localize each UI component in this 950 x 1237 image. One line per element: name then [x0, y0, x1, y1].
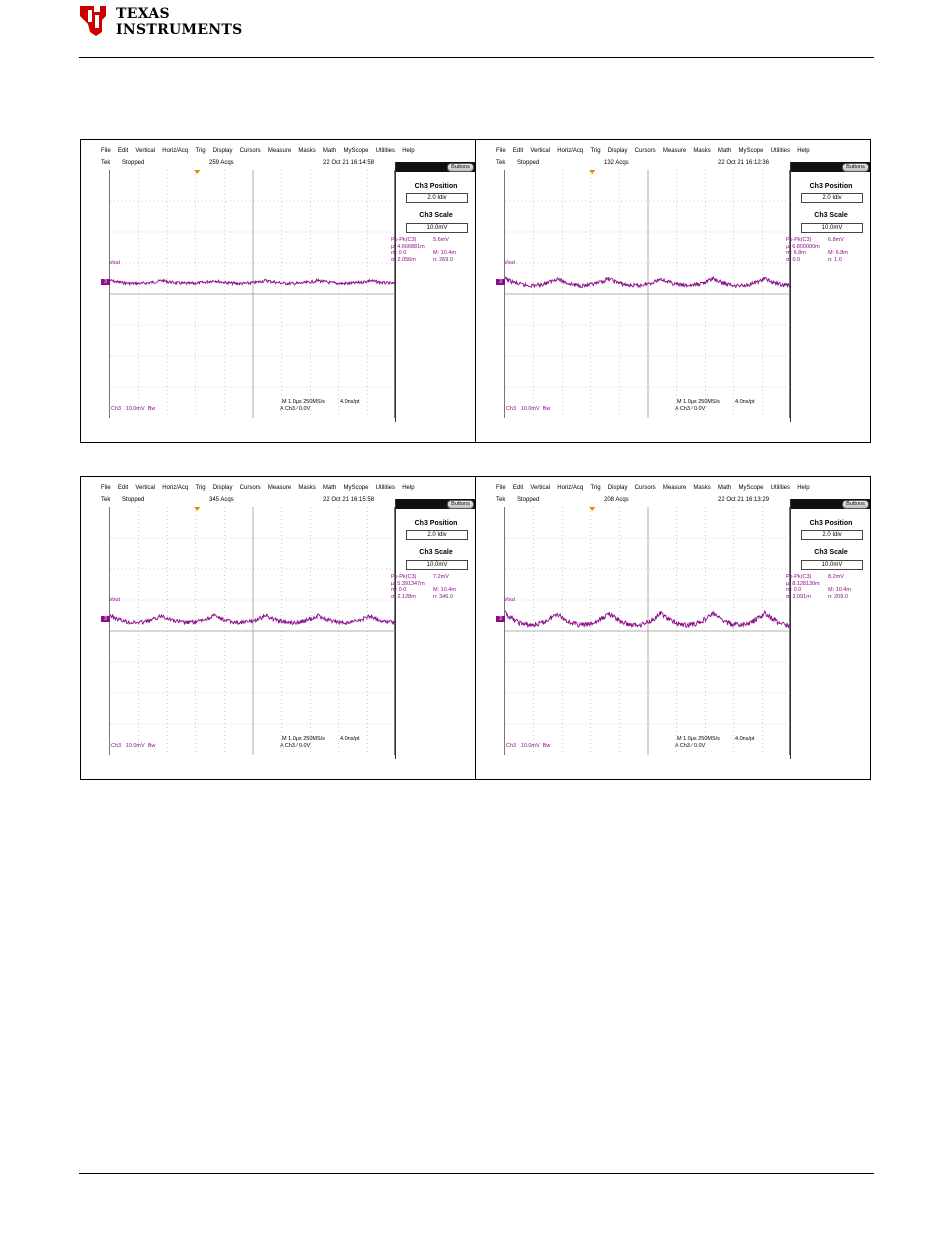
menu-item[interactable]: Trig — [195, 485, 206, 491]
channel-readout — [506, 406, 550, 412]
buttons-toggle-button[interactable]: Buttons — [842, 500, 869, 509]
menu-item[interactable]: Measure — [662, 485, 687, 491]
waveform-svg — [110, 170, 396, 418]
channel-name: Ch3 — [506, 743, 517, 749]
run-state: Stopped — [517, 497, 540, 503]
menu-item[interactable]: Math — [322, 485, 337, 491]
meas-count: n: 1.0 — [828, 256, 842, 263]
measurement-readout — [391, 237, 476, 263]
menu-item[interactable]: File — [101, 485, 111, 491]
sample-interval: 4.0ns/pt — [735, 736, 755, 742]
waveform-display — [504, 507, 790, 755]
scope-menubar — [101, 148, 422, 158]
channel-scale: 10.0mV — [125, 406, 145, 412]
trigger-position-icon — [194, 507, 200, 511]
meas-stddev: σ: 2.128m — [391, 593, 416, 600]
buttons-toggle-button[interactable]: Buttons — [447, 500, 474, 509]
trigger-readout — [280, 743, 310, 749]
menu-item[interactable]: Math — [717, 148, 732, 154]
meas-count: n: 209.0 — [828, 593, 848, 600]
meas-value: 7.2mV — [433, 574, 449, 580]
run-state: Stopped — [122, 160, 145, 166]
trigger-setting: Ch3 ⁄ 0.0V — [679, 743, 706, 749]
horizontal-readout: M 1.0μs 250MS/s — [677, 399, 720, 405]
meas-min: m: 0.0 — [391, 587, 407, 593]
menu-item[interactable]: Display — [607, 485, 628, 491]
meas-value: 8.2mV — [828, 574, 844, 580]
scope-screenshot — [80, 476, 476, 780]
horizontal-readout: M 1.0μs 250MS/s — [282, 399, 325, 405]
trigger-a: A — [280, 406, 284, 412]
waveform-display — [504, 170, 790, 418]
ch3-scale-value[interactable]: 10.0mV — [406, 560, 468, 570]
menu-item[interactable]: Display — [212, 485, 233, 491]
ch3-position-label: Ch3 Position — [809, 520, 853, 527]
ch3-scale-label: Ch3 Scale — [814, 212, 848, 219]
menu-item[interactable]: Trig — [590, 148, 601, 154]
meas-label: Pk-Pk(C3) — [786, 237, 812, 243]
buttons-toggle-button[interactable]: Buttons — [842, 163, 869, 172]
menu-item[interactable]: Vertical — [135, 148, 156, 154]
menu-item[interactable]: Edit — [512, 485, 524, 491]
menu-item[interactable]: File — [496, 148, 506, 154]
scope-readout-footer — [504, 399, 794, 426]
sample-interval: 4.0ns/pt — [735, 399, 755, 405]
menu-item[interactable]: MyScope — [738, 148, 764, 154]
menu-item[interactable]: Display — [607, 148, 628, 154]
scope-screenshot — [475, 139, 871, 443]
menu-item[interactable]: Help — [797, 485, 810, 491]
trace-label: Vout — [109, 597, 121, 603]
channel-readout — [111, 406, 155, 412]
channel-ground-marker: 3 — [496, 616, 505, 622]
tek-label: Tek — [496, 497, 506, 503]
trigger-setting: Ch3 ⁄ 0.0V — [284, 406, 311, 412]
timestamp: 22 Oct 21 16:15:58 — [323, 497, 375, 503]
scope-readout-footer — [504, 736, 794, 763]
menu-item[interactable]: Math — [322, 148, 337, 154]
scope-readout-footer — [109, 399, 399, 426]
meas-max: M: 10.4m — [433, 250, 456, 256]
channel-scale: 10.0mV — [125, 743, 145, 749]
meas-count: n: 346.0 — [433, 593, 453, 600]
menu-item[interactable]: Cursors — [239, 485, 261, 491]
side-menu — [391, 162, 475, 422]
timestamp: 22 Oct 21 16:12:36 — [718, 160, 770, 166]
ch3-position-value[interactable]: 2.0 Idiv — [406, 530, 468, 540]
menu-item[interactable]: Utilities — [375, 485, 395, 491]
menu-item[interactable]: Measure — [267, 485, 292, 491]
ch3-scale-value[interactable]: 10.0mV — [801, 223, 863, 233]
menu-item[interactable]: MyScope — [343, 485, 369, 491]
acquisition-count: 259 Acqs — [209, 160, 234, 166]
menu-item[interactable]: Edit — [512, 148, 524, 154]
ch3-scale-value[interactable]: 10.0mV — [406, 223, 468, 233]
scope-menubar — [496, 485, 817, 495]
menu-item[interactable]: Cursors — [239, 148, 261, 154]
scope-screenshot — [80, 139, 476, 443]
menu-item[interactable]: Display — [212, 148, 233, 154]
timestamp: 22 Oct 21 16:14:58 — [323, 160, 375, 166]
menu-item[interactable]: Horiz/Acq — [557, 148, 584, 154]
menu-item[interactable]: Cursors — [634, 148, 656, 154]
ch3-position-label: Ch3 Position — [414, 183, 458, 190]
meas-stddev: σ: 3.091m — [786, 593, 811, 600]
measurement-readout — [391, 574, 476, 600]
ch3-position-label: Ch3 Position — [809, 183, 853, 190]
waveform-display — [109, 507, 395, 755]
menu-item[interactable]: Masks — [693, 148, 711, 154]
waveform-svg — [505, 507, 791, 755]
ti-logo — [76, 0, 246, 44]
trace-label: Vout — [109, 260, 121, 266]
trigger-position-icon — [194, 170, 200, 174]
meas-max: M: 10.4m — [828, 587, 851, 593]
channel-readout — [111, 743, 155, 749]
measurement-readout — [786, 574, 871, 600]
ti-wordmark-line2: INSTRUMENTS — [116, 22, 243, 38]
trigger-a: A — [675, 743, 679, 749]
ti-wordmark — [116, 6, 243, 38]
menu-item[interactable]: Trig — [195, 148, 206, 154]
trigger-readout — [280, 406, 310, 412]
trigger-setting: Ch3 ⁄ 0.0V — [284, 743, 311, 749]
channel-name: Ch3 — [506, 406, 517, 412]
menu-item[interactable]: Trig — [590, 485, 601, 491]
scope-menubar — [496, 148, 817, 158]
menu-item[interactable]: Help — [797, 148, 810, 154]
channel-ground-marker: 3 — [101, 616, 110, 622]
trigger-a: A — [280, 743, 284, 749]
timestamp: 22 Oct 21 16:13:29 — [718, 497, 770, 503]
trigger-readout — [675, 406, 705, 412]
bandwidth-limit: Bw — [147, 406, 156, 412]
meas-mean: μ: 6.800000m — [786, 243, 820, 250]
ch3-scale-label: Ch3 Scale — [814, 549, 848, 556]
measurement-readout — [786, 237, 871, 263]
meas-count: n: 269.0 — [433, 256, 453, 263]
meas-label: Pk-Pk(C3) — [391, 574, 417, 580]
waveform-svg — [110, 507, 396, 755]
meas-max: M: 10.4m — [433, 587, 456, 593]
menu-item[interactable]: Horiz/Acq — [557, 485, 584, 491]
meas-value: 6.8mV — [828, 237, 844, 243]
ch3-position-value[interactable]: 2.0 Idiv — [406, 193, 468, 203]
meas-stddev: σ: 2.056m — [391, 256, 416, 263]
channel-scale: 10.0mV — [520, 743, 540, 749]
menu-item[interactable]: Horiz/Acq — [162, 485, 189, 491]
channel-readout — [506, 743, 550, 749]
bandwidth-limit: Bw — [542, 406, 551, 412]
ti-wordmark-line1: TEXAS — [116, 6, 170, 22]
channel-ground-marker: 3 — [101, 279, 110, 285]
channel-scale: 10.0mV — [520, 406, 540, 412]
meas-mean: μ: 8.128130m — [786, 580, 820, 587]
menu-item[interactable]: MyScope — [738, 485, 764, 491]
horizontal-readout: M 1.0μs 250MS/s — [677, 736, 720, 742]
trace-label: Vout — [504, 597, 516, 603]
scope-readout-footer — [109, 736, 399, 763]
ch3-position-value[interactable]: 2.0 Idiv — [801, 530, 863, 540]
trigger-setting: Ch3 ⁄ 0.0V — [679, 406, 706, 412]
menu-item[interactable]: Vertical — [530, 148, 551, 154]
ch3-scale-label: Ch3 Scale — [419, 212, 453, 219]
side-menu — [786, 499, 870, 759]
acquisition-count: 345 Acqs — [209, 497, 234, 503]
menu-item[interactable]: Utilities — [375, 148, 395, 154]
menu-item[interactable]: Measure — [662, 148, 687, 154]
menu-item[interactable]: Help — [402, 485, 415, 491]
scope-screenshot — [475, 476, 871, 780]
header-rule — [79, 57, 874, 58]
ti-state-logo-icon — [76, 2, 110, 38]
acquisition-count: 132 Acqs — [604, 160, 629, 166]
ch3-position-label: Ch3 Position — [414, 520, 458, 527]
scope-menubar — [101, 485, 422, 495]
run-state: Stopped — [517, 160, 540, 166]
meas-min: m: 0.0 — [786, 587, 802, 593]
meas-stddev: σ: 0.0 — [786, 256, 801, 263]
footer-rule — [79, 1173, 874, 1174]
acquisition-count: 208 Acqs — [604, 497, 629, 503]
menu-item[interactable]: Utilities — [770, 148, 790, 154]
meas-label: Pk-Pk(C3) — [391, 237, 417, 243]
menu-item[interactable]: Help — [402, 148, 415, 154]
menu-item[interactable]: File — [101, 148, 111, 154]
ch3-scale-value[interactable]: 10.0mV — [801, 560, 863, 570]
tek-label: Tek — [101, 160, 111, 166]
menu-item[interactable]: Edit — [117, 148, 129, 154]
menu-item[interactable]: Utilities — [770, 485, 790, 491]
trigger-readout — [675, 743, 705, 749]
channel-ground-marker: 3 — [496, 279, 505, 285]
trigger-a: A — [675, 406, 679, 412]
menu-item[interactable]: Edit — [117, 485, 129, 491]
channel-name: Ch3 — [111, 406, 122, 412]
horizontal-readout: M 1.0μs 250MS/s — [282, 736, 325, 742]
menu-item[interactable]: Vertical — [530, 485, 551, 491]
waveform-svg — [505, 170, 791, 418]
menu-item[interactable]: File — [496, 485, 506, 491]
trigger-position-icon — [589, 507, 595, 511]
run-state: Stopped — [122, 497, 145, 503]
ch3-scale-label: Ch3 Scale — [419, 549, 453, 556]
menu-item[interactable]: Masks — [298, 148, 316, 154]
meas-mean: μ: 4.666881m — [391, 243, 425, 250]
tek-label: Tek — [101, 497, 111, 503]
menu-item[interactable]: Horiz/Acq — [162, 148, 189, 154]
menu-item[interactable]: Masks — [693, 485, 711, 491]
meas-max: M: 6.8m — [828, 250, 848, 256]
bandwidth-limit: Bw — [542, 743, 551, 749]
menu-item[interactable]: Math — [717, 485, 732, 491]
waveform-display — [109, 170, 395, 418]
sample-interval: 4.0ns/pt — [340, 736, 360, 742]
menu-item[interactable]: Measure — [267, 148, 292, 154]
meas-min: m: 0.0 — [391, 250, 407, 256]
buttons-toggle-button[interactable]: Buttons — [447, 163, 474, 172]
meas-label: Pk-Pk(C3) — [786, 574, 812, 580]
menu-item[interactable]: Cursors — [634, 485, 656, 491]
side-menu — [786, 162, 870, 422]
ch3-position-value[interactable]: 2.0 Idiv — [801, 193, 863, 203]
tek-label: Tek — [496, 160, 506, 166]
bandwidth-limit: Bw — [147, 743, 156, 749]
side-menu — [391, 499, 475, 759]
meas-mean: μ: 5.391347m — [391, 580, 425, 587]
meas-min: m: 6.8m — [786, 250, 806, 256]
channel-name: Ch3 — [111, 743, 122, 749]
meas-value: 5.6mV — [433, 237, 449, 243]
sample-interval: 4.0ns/pt — [340, 399, 360, 405]
trigger-position-icon — [589, 170, 595, 174]
menu-item[interactable]: Vertical — [135, 485, 156, 491]
trace-label: Vout — [504, 260, 516, 266]
menu-item[interactable]: MyScope — [343, 148, 369, 154]
menu-item[interactable]: Masks — [298, 485, 316, 491]
